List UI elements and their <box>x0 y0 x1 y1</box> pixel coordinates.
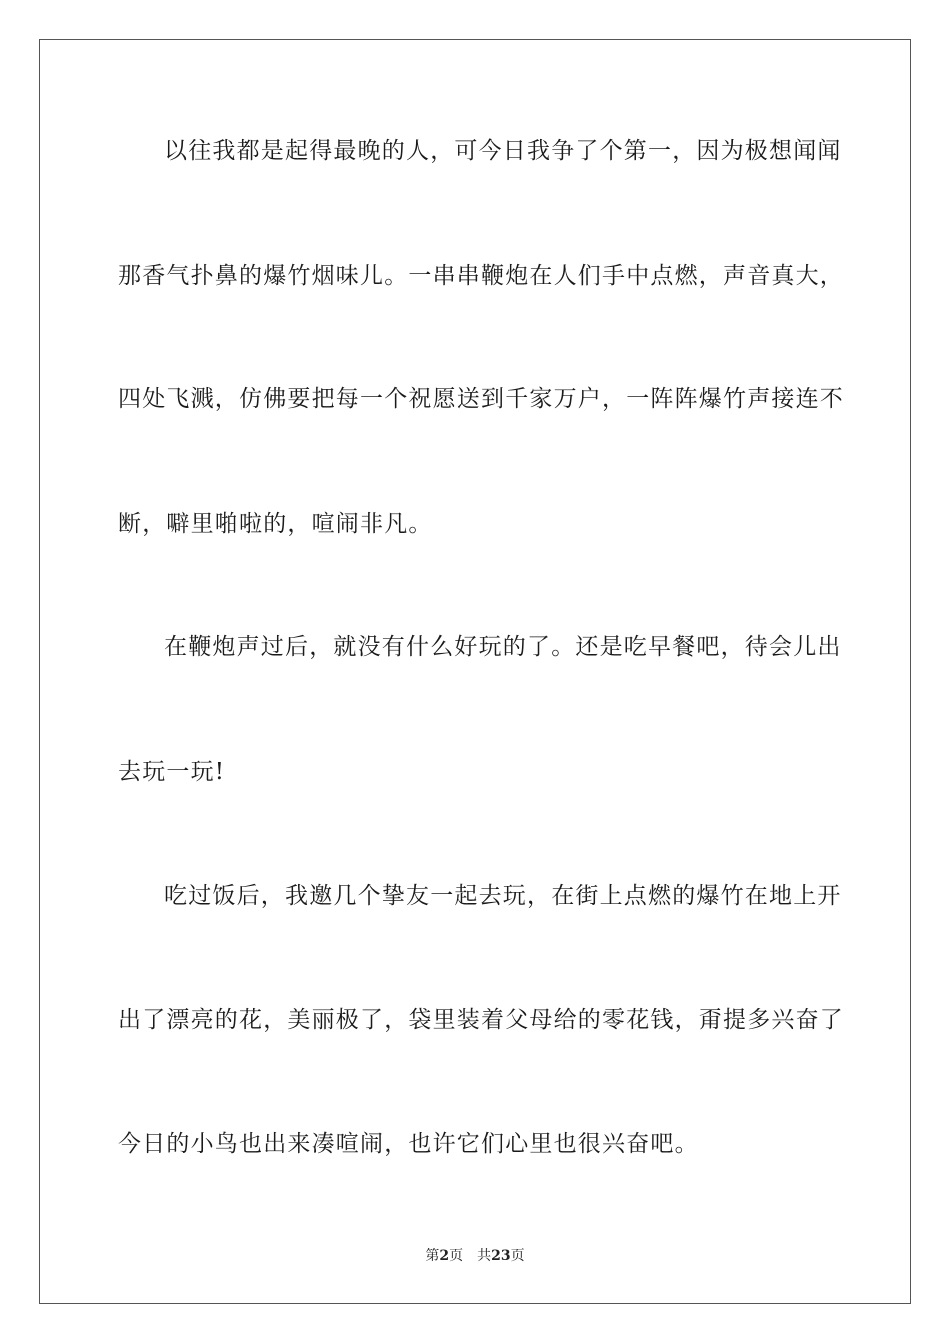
paragraph-3-line-3: 今日的小鸟也出来凑喧闹，也许它们心里也很兴奋吧。 <box>118 1131 699 1157</box>
page-suffix: 页 <box>449 1248 464 1264</box>
total-pages: 23 <box>491 1248 511 1264</box>
total-suffix: 页 <box>510 1248 525 1264</box>
page-number: 2 <box>439 1248 450 1264</box>
paragraph-2-line-1: 在鞭炮声过后，就没有什么好玩的了。还是吃早餐吧，待会儿出 <box>164 634 842 660</box>
page-prefix: 第 <box>425 1248 440 1264</box>
page-footer <box>0 1246 950 1266</box>
paragraph-2-line-2: 去玩一玩! <box>118 759 226 785</box>
paragraph-1-line-2: 那香气扑鼻的爆竹烟味儿。一串串鞭炮在人们手中点燃，声音真大， <box>118 263 844 289</box>
paragraph-1-line-4: 断，噼里啪啦的，喧闹非凡。 <box>118 511 433 537</box>
paragraph-3-line-1: 吃过饭后，我邀几个挚友一起去玩，在街上点燃的爆竹在地上开 <box>164 883 842 909</box>
paragraph-1-line-3: 四处飞溅，仿佛要把每一个祝愿送到千家万户，一阵阵爆竹声接连不 <box>118 386 844 412</box>
paragraph-1-line-1: 以往我都是起得最晚的人，可今日我争了个第一，因为极想闻闻 <box>164 138 842 164</box>
page-frame <box>39 39 911 1304</box>
total-prefix: 共 <box>477 1248 492 1264</box>
paragraph-3-line-2: 出了漂亮的花，美丽极了，袋里装着父母给的零花钱，甭提多兴奋了 <box>118 1007 844 1033</box>
